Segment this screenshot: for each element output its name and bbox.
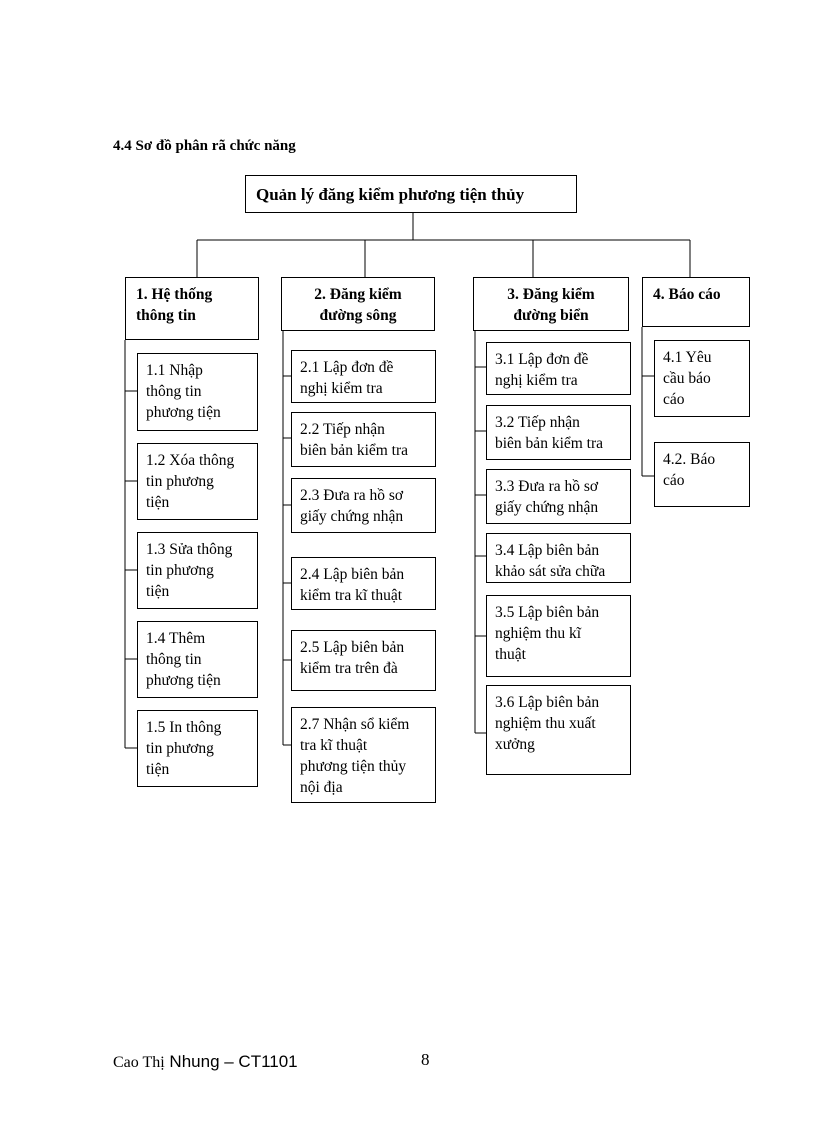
category-label: 1. Hệ thống thông tin	[136, 286, 213, 324]
function-node-4-2	[654, 442, 750, 507]
function-label: 1.5 In thông tin phương tiện	[146, 719, 222, 778]
category-node-4	[642, 277, 750, 327]
function-node-3-4	[486, 533, 631, 583]
function-node-1-2	[137, 443, 258, 520]
function-node-2-3	[291, 478, 436, 533]
function-node-1-3	[137, 532, 258, 609]
footer-author-prefix: Cao Thị	[113, 1054, 165, 1071]
function-label: 3.5 Lập biên bản nghiệm thu kĩ thuật	[495, 604, 600, 663]
root-node-label: Quản lý đăng kiểm phương tiện thủy	[256, 185, 525, 204]
footer-author	[113, 1052, 298, 1072]
function-node-3-3	[486, 469, 631, 524]
function-node-4-1	[654, 340, 750, 417]
function-label: 2.5 Lập biên bản kiểm tra trên đà	[300, 639, 405, 677]
root-node	[245, 175, 577, 213]
function-node-1-1	[137, 353, 258, 431]
function-label: 2.2 Tiếp nhận biên bản kiểm tra	[300, 421, 409, 459]
function-node-3-6	[486, 685, 631, 775]
function-node-2-2	[291, 412, 436, 467]
function-label: 2.1 Lập đơn đề nghị kiểm tra	[300, 359, 394, 397]
function-node-2-5	[291, 630, 436, 691]
category-label: 4. Báo cáo	[653, 286, 721, 303]
function-label: 1.4 Thêm thông tin phương tiện	[146, 630, 221, 689]
function-node-3-1	[486, 342, 631, 395]
function-label: 3.2 Tiếp nhận biên bản kiểm tra	[495, 414, 604, 452]
footer-author-rest: Nhung – CT1101	[164, 1052, 298, 1071]
function-node-3-5	[486, 595, 631, 677]
function-label: 3.4 Lập biên bản khảo sát sửa chữa	[495, 542, 606, 580]
function-label: 4.2. Báo cáo	[663, 451, 716, 489]
function-label: 4.1 Yêu cầu báo cáo	[663, 349, 712, 408]
function-label: 2.4 Lập biên bản kiểm tra kĩ thuật	[300, 566, 405, 604]
category-label: 2. Đăng kiểm đường sông	[314, 286, 402, 324]
function-label: 1.3 Sửa thông tin phương tiện	[146, 541, 233, 600]
function-node-1-5	[137, 710, 258, 787]
function-node-2-4	[291, 557, 436, 610]
function-node-2-1	[291, 350, 436, 403]
function-label: 2.7 Nhận sổ kiểm tra kĩ thuật phương tiện thủy nội địa	[300, 716, 410, 796]
category-node-2	[281, 277, 435, 331]
function-label: 2.3 Đưa ra hồ sơ giấy chứng nhận	[300, 487, 404, 525]
function-node-1-4	[137, 621, 258, 698]
function-label: 3.3 Đưa ra hồ sơ giấy chứng nhận	[495, 478, 599, 516]
section-heading: 4.4 Sơ đồ phân rã chức năng	[113, 138, 296, 154]
function-label: 1.1 Nhập thông tin phương tiện	[146, 362, 221, 421]
page-number: 8	[421, 1050, 430, 1069]
category-node-3	[473, 277, 629, 331]
function-node-3-2	[486, 405, 631, 460]
category-label: 3. Đăng kiểm đường biển	[507, 286, 595, 324]
function-label: 3.1 Lập đơn đề nghị kiểm tra	[495, 351, 589, 389]
function-label: 3.6 Lập biên bản nghiệm thu xuất xưởng	[495, 694, 600, 753]
function-node-2-7	[291, 707, 436, 803]
category-node-1	[125, 277, 259, 340]
function-label: 1.2 Xóa thông tin phương tiện	[146, 452, 235, 511]
